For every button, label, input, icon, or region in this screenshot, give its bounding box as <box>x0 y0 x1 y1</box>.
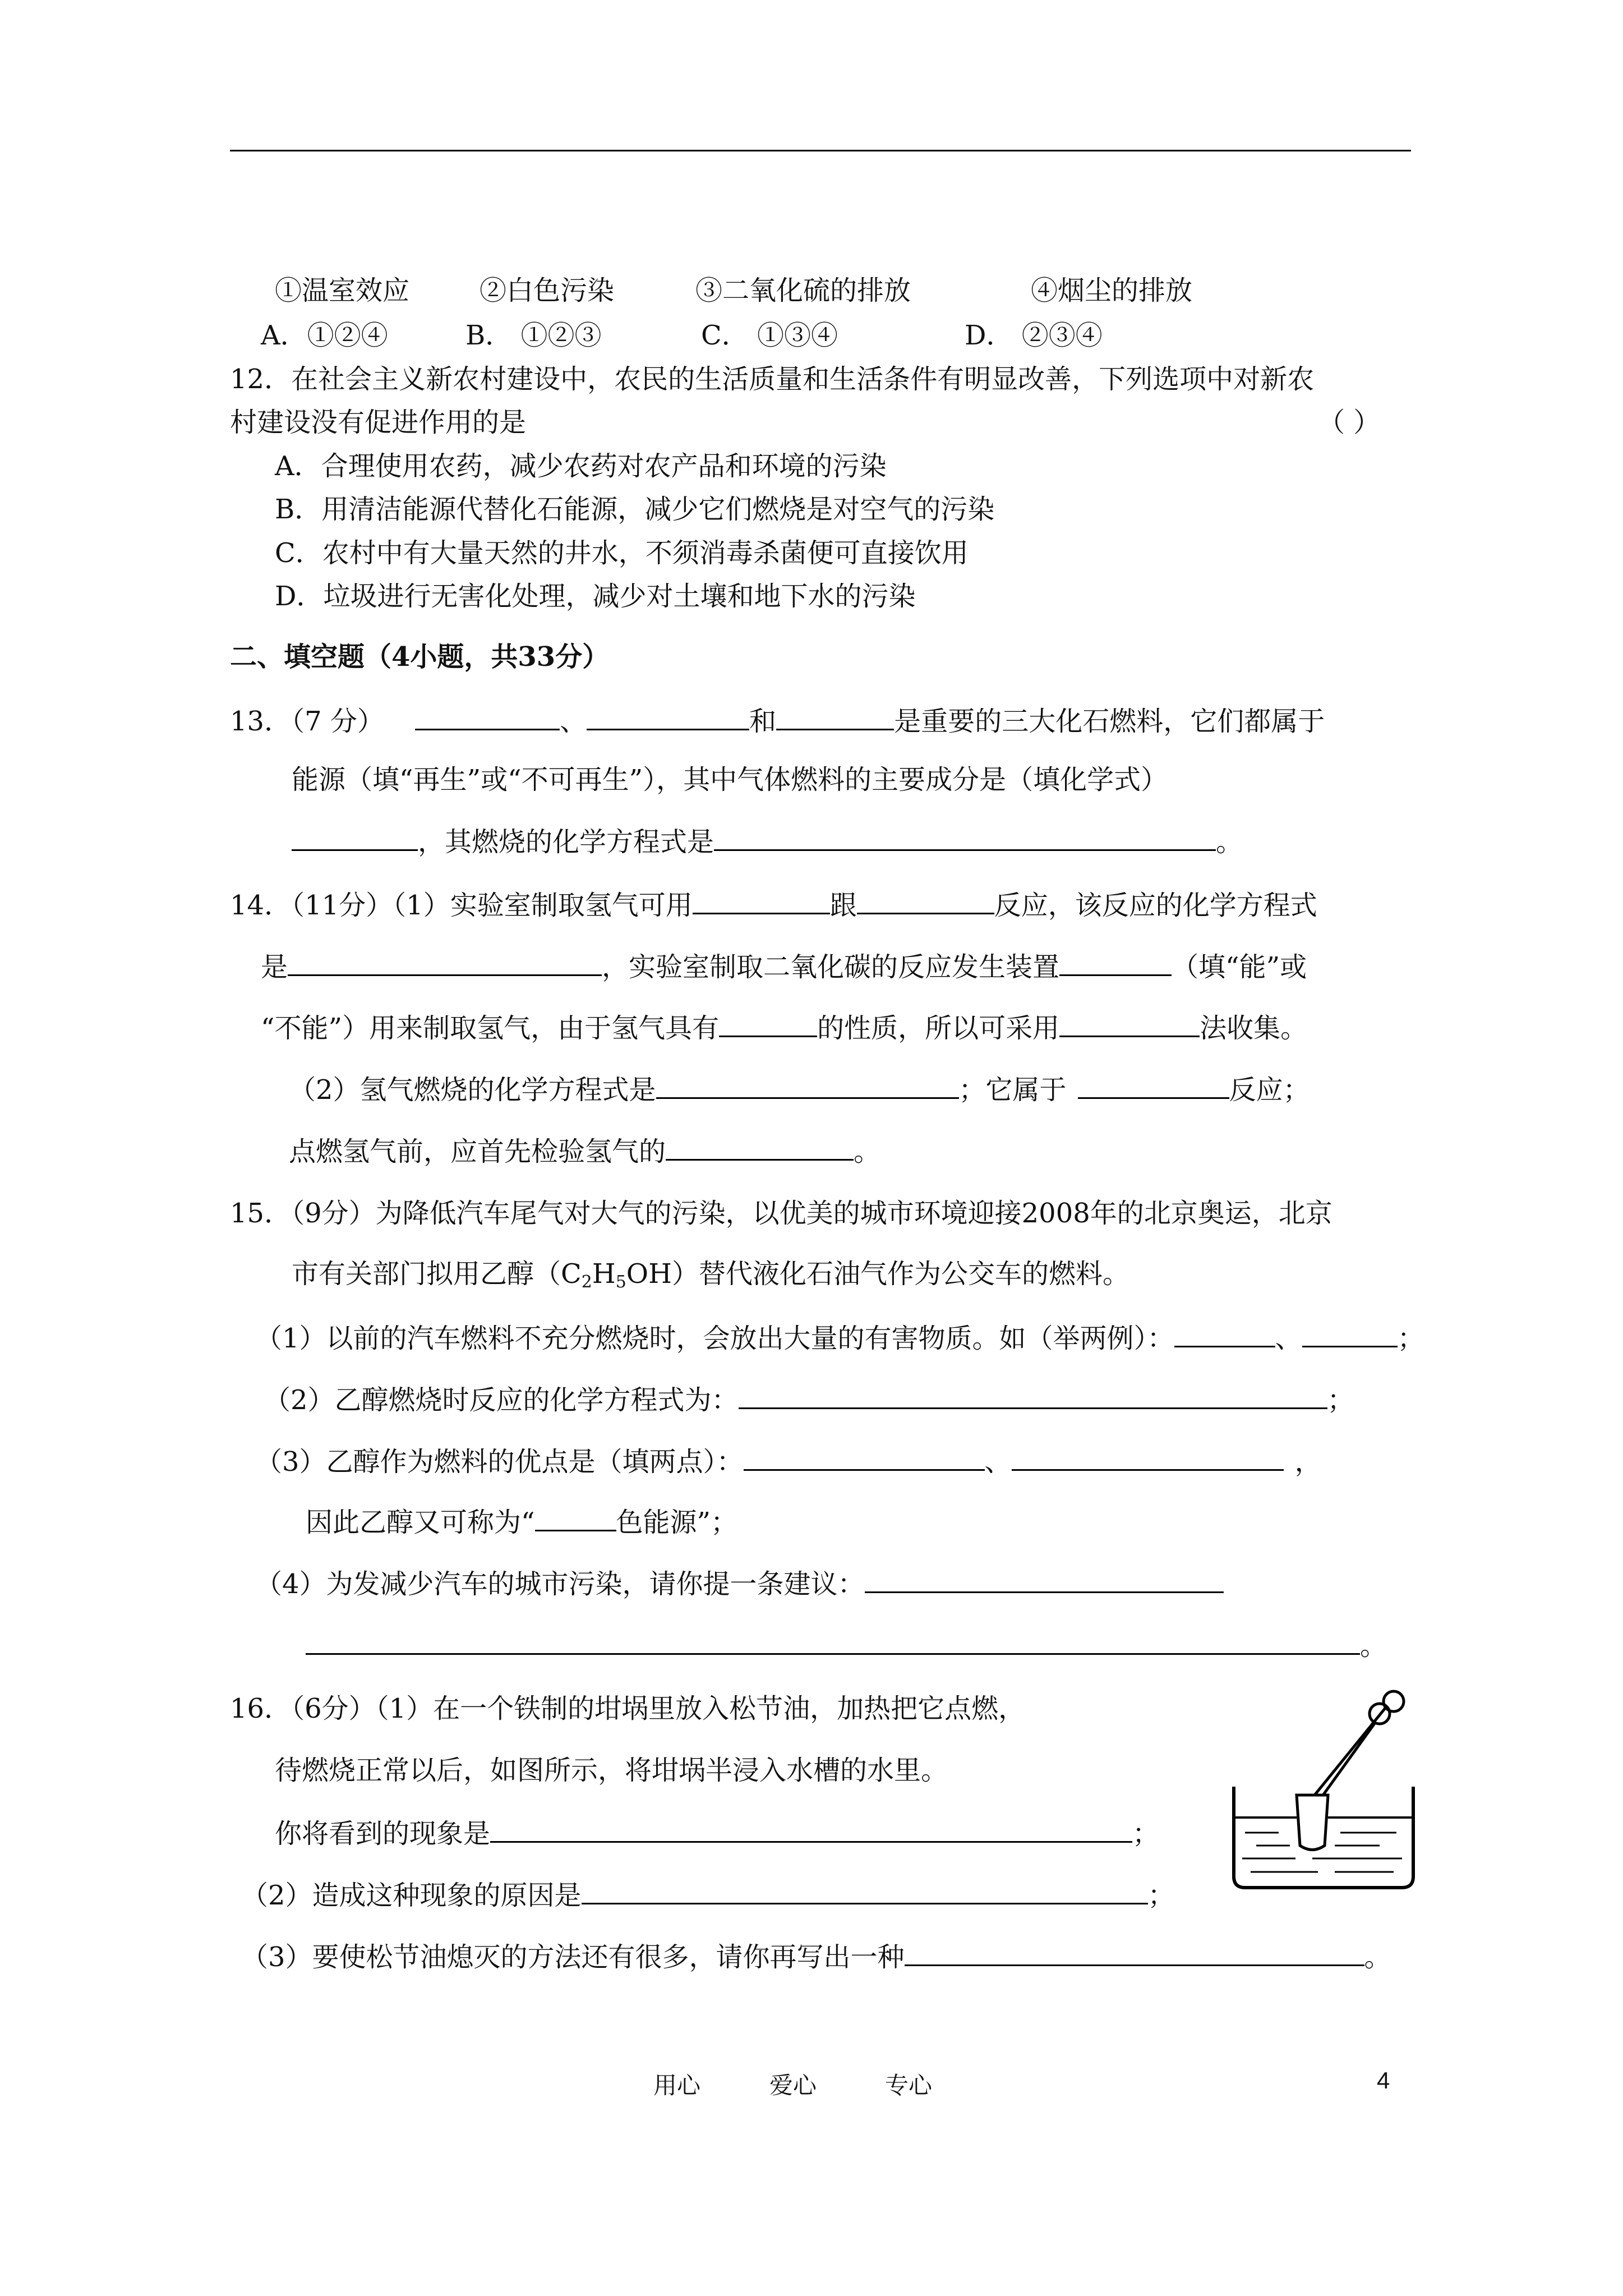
blank <box>744 1444 985 1471</box>
q13-line3 <box>292 825 1243 858</box>
q14-line1 <box>230 888 1317 921</box>
q14-text-b: 反应，该反应的化学方程式 <box>994 890 1317 921</box>
blank <box>776 704 894 730</box>
q16-line4 <box>241 1878 1175 1911</box>
q14-line2 <box>261 950 1307 983</box>
q15-subscript-1: 2 <box>581 1272 592 1292</box>
q14-line3 <box>261 1011 1307 1044</box>
q15-part3-text: （3）乙醇作为燃料的优点是（填两点）： <box>255 1446 744 1478</box>
blank <box>1012 1444 1284 1471</box>
q16-line3 <box>275 1816 1159 1849</box>
blank <box>1078 1073 1229 1099</box>
q12-option-d: D．垃圾进行无害化处理，减少对土壤和地下水的污染 <box>275 581 916 612</box>
q15-line2 <box>292 1258 1129 1298</box>
q13-line1 <box>230 704 1325 737</box>
q14-text-a: 14．（11分）（1）实验室制取氢气可用 <box>230 890 693 921</box>
q15-separator: 、 <box>984 1446 1012 1478</box>
blank <box>292 825 418 851</box>
q15-part4-text: （4）为发减少汽车的城市污染，请你提一条建议： <box>255 1568 865 1600</box>
blank <box>693 888 830 914</box>
q15-semicolon: ； <box>1327 1384 1354 1416</box>
blank <box>857 888 994 914</box>
blank <box>415 704 560 730</box>
q16-line1: 16．（6分）（1）在一个铁制的坩埚里放入松节油，加热把它点燃， <box>230 1693 1026 1724</box>
blank <box>306 1628 1360 1655</box>
q13-and: 和 <box>749 706 777 737</box>
q15-subscript-2: 5 <box>615 1272 626 1292</box>
q16-line5 <box>241 1940 1391 1973</box>
q15-part2-text: （2）乙醇燃烧时反应的化学方程式为： <box>264 1384 739 1416</box>
blank <box>1059 950 1172 976</box>
q16-line2: 待燃烧正常以后，如图所示，将坩埚半浸入水槽的水里。 <box>275 1755 948 1786</box>
blank <box>739 1383 1327 1409</box>
q15-separator: 、 <box>1275 1323 1302 1354</box>
q15-line1: 15．（9分）为降低汽车尾气对大气的污染，以优美的城市环境迎接2008年的北京奥运，北京 <box>230 1198 1332 1229</box>
q13-text-2: ，其燃烧的化学方程式是 <box>418 826 714 858</box>
blank <box>714 825 1216 851</box>
section-title-fill-blank: 二、填空题（4小题，共33分） <box>230 641 610 673</box>
q14-text-g: 的性质，所以可采用 <box>817 1013 1060 1044</box>
q14-text-i: （2）氢气燃烧的化学方程式是 <box>289 1074 656 1106</box>
q15-part1 <box>255 1321 1424 1354</box>
q16-line3-text: 你将看到的现象是 <box>275 1818 491 1849</box>
blank <box>865 1567 1224 1593</box>
q12-answer-paren: （ ） <box>1318 407 1381 438</box>
blank <box>1174 1321 1275 1347</box>
q15-part1-text: （1）以前的汽车燃料不充分燃烧时，会放出大量的有害物质。如（举两例）： <box>255 1323 1174 1354</box>
blank <box>587 704 749 730</box>
q11-item-2: ②白色污染 <box>479 275 615 306</box>
q12-option-a: A．合理使用农药，减少农药对农产品和环境的污染 <box>275 450 887 482</box>
q14-line5 <box>289 1134 880 1167</box>
q11-option-c: C． ①③④ <box>701 320 838 351</box>
q11-item-1: ①温室效应 <box>275 275 410 306</box>
q12-stem-line2: 村建设没有促进作用的是 <box>230 407 527 438</box>
q16-semicolon: ； <box>1147 1880 1175 1911</box>
q16-semicolon: ； <box>1132 1818 1160 1849</box>
q14-text-d: ，实验室制取二氧化碳的反应发生装置 <box>602 951 1060 983</box>
q13-end: 。 <box>1216 826 1243 858</box>
q14-text-k: 反应； <box>1229 1074 1310 1106</box>
q13-label: 13．（7 分） <box>230 706 384 737</box>
blank <box>719 1011 817 1037</box>
q15-part3c-text: 色能源”； <box>616 1507 738 1538</box>
q15-formula-a: 市有关部门拟用乙醇（C <box>292 1258 582 1290</box>
page-number: 4 <box>1377 2067 1390 2093</box>
blank <box>1059 1011 1200 1037</box>
blank <box>535 1505 616 1531</box>
q16-line4-text: （2）造成这种现象的原因是 <box>241 1880 582 1911</box>
footer-motto-2: 爱心 <box>769 2072 817 2099</box>
q15-part4 <box>255 1567 1224 1600</box>
q14-text-h: 法收集。 <box>1200 1013 1308 1044</box>
q11-option-d: D． ②③④ <box>965 320 1103 351</box>
q14-text-c: 是 <box>261 951 288 983</box>
q15-part2 <box>264 1383 1354 1416</box>
q12-stem-line1: 12．在社会主义新农村建设中，农民的生活质量和生活条件有明显改善，下列选项中对新农 <box>230 364 1315 395</box>
blank <box>490 1816 1132 1843</box>
blank <box>288 950 602 976</box>
q11-option-a: A．①②④ <box>261 320 388 351</box>
q14-text-f: “不能”）用来制取氢气，由于氢气具有 <box>261 1013 720 1044</box>
q15-part3 <box>255 1444 1322 1478</box>
q14-end: 。 <box>854 1136 881 1167</box>
q15-formula-c: OH）替代液化石油气作为公交车的燃料。 <box>626 1258 1129 1290</box>
q13-separator: 、 <box>560 706 587 737</box>
q15-formula-b: H <box>592 1258 616 1290</box>
q11-item-3: ③二氧化硫的排放 <box>695 275 911 306</box>
q16-line5-text: （3）要使松节油熄灭的方法还有很多，请你再写出一种 <box>241 1941 905 1973</box>
crucible-water-trough-figure <box>1228 1686 1419 1899</box>
q14-text-l: 点燃氢气前，应首先检验氢气的 <box>289 1136 666 1167</box>
q12-option-c: C．农村中有大量天然的井水，不须消毒杀菌便可直接饮用 <box>275 537 969 569</box>
q11-option-b: B． ①②③ <box>465 320 602 351</box>
q15-end: 。 <box>1360 1630 1387 1662</box>
footer-motto-1: 用心 <box>653 2072 701 2099</box>
q14-text-gen: 跟 <box>829 890 857 921</box>
q15-part4-line2 <box>306 1628 1387 1662</box>
q15-comma: ， <box>1294 1446 1322 1478</box>
blank <box>1302 1321 1398 1347</box>
q14-line4 <box>289 1073 1310 1106</box>
blank <box>666 1134 854 1161</box>
q16-end: 。 <box>1364 1941 1391 1973</box>
footer-motto-3: 专心 <box>885 2072 933 2099</box>
q12-option-b: B．用清洁能源代替化石能源，减少它们燃烧是对空气的污染 <box>275 494 995 525</box>
q15-part3-line2 <box>306 1505 737 1538</box>
blank <box>656 1073 959 1099</box>
blank <box>905 1940 1364 1966</box>
q14-text-j: ；它属于 <box>958 1074 1067 1106</box>
q11-item-4: ④烟尘的排放 <box>1031 275 1193 306</box>
q13-text: 是重要的三大化石燃料，它们都属于 <box>894 706 1325 737</box>
blank <box>582 1878 1148 1904</box>
q14-text-e: （填“能”或 <box>1172 951 1307 983</box>
q15-part3b-text: 因此乙醇又可称为“ <box>306 1507 535 1538</box>
q13-line2: 能源（填“再生”或“不可再生”），其中气体燃料的主要成分是（填化学式） <box>292 764 1168 795</box>
q15-semicolon: ； <box>1397 1323 1424 1354</box>
header-rule <box>230 150 1411 151</box>
